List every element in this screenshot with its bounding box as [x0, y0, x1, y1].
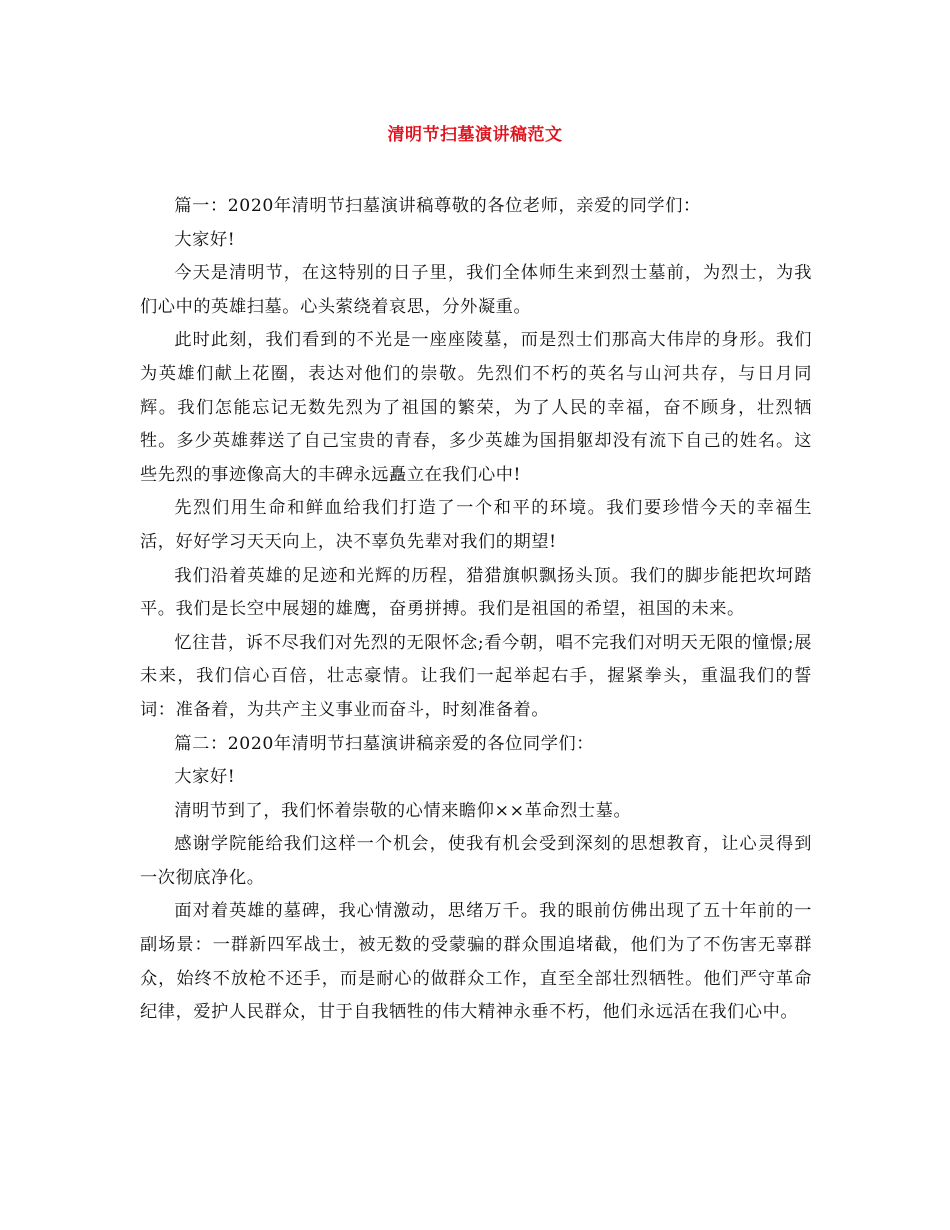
paragraph-intro-2: 篇二：2020年清明节扫墓演讲稿亲爱的各位同学们：	[174, 733, 595, 754]
document-body	[140, 190, 812, 1030]
paragraph-intro-1: 篇一：2020年清明节扫墓演讲稿尊敬的各位老师，亲爱的同学们：	[174, 196, 701, 216]
paragraph: 忆往昔，诉不尽我们对先烈的无限怀念;看今朝，唱不完我们对明天无限的憧憬;展未来，我们信心百倍，壮志豪情。让我们一起举起右手，握紧拳头，重温我们的誓词：准备着，为共产主义事业而奋斗，时刻准备着。	[140, 632, 812, 720]
paragraph: 面对着英雄的墓碑，我心情激动，思绪万千。我的眼前仿佛出现了五十年前的一副场景：一群新四军战士，被无数的受蒙骗的群众围追堵截，他们为了不伤害无辜群众，始终不放枪不还手，而是耐心的做群众工作，直至全部壮烈牺牲。他们严守革命纪律，爱护人民群众，甘于自我牺牲的伟大精神永垂不朽，他们永远活在我们心中。	[140, 901, 812, 1023]
paragraph: 清明节到了，我们怀着崇敬的心情来瞻仰××革命烈士墓。	[174, 800, 632, 821]
paragraph: 此时此刻，我们看到的不光是一座座陵墓，而是烈士们那高大伟岸的身形。我们为英雄们献上花圈，表达对他们的崇敬。先烈们不朽的英名与山河共存，与日月同辉。我们怎能忘记无数先烈为了祖国的繁荣，为了人民的幸福，奋不顾身，壮烈牺牲。多少英雄葬送了自己宝贵的青春，多少英雄为国捐躯却没有流下自己的姓名。这些先烈的事迹像高大的丰碑永远矗立在我们心中!	[140, 330, 812, 485]
document-title: 清明节扫墓演讲稿范文	[387, 125, 563, 145]
paragraph: 先烈们用生命和鲜血给我们打造了一个和平的环境。我们要珍惜今天的幸福生活，好好学习天天向上，决不辜负先辈对我们的期望!	[140, 498, 812, 552]
paragraph: 感谢学院能给我们这样一个机会，使我有机会受到深刻的思想教育，让心灵得到一次彻底净化。	[140, 834, 812, 888]
paragraph-greeting-1: 大家好!	[174, 229, 236, 250]
paragraph-greeting-2: 大家好!	[174, 767, 236, 788]
paragraph: 我们沿着英雄的足迹和光辉的历程，猎猎旗帜飘扬头顶。我们的脚步能把坎坷踏平。我们是长空中展翅的雄鹰，奋勇拼搏。我们是祖国的希望，祖国的未来。	[140, 565, 812, 620]
paragraph: 今天是清明节，在这特别的日子里，我们全体师生来到烈士墓前，为烈士，为我们心中的英雄扫墓。心头萦绕着哀思，分外凝重。	[140, 263, 812, 317]
